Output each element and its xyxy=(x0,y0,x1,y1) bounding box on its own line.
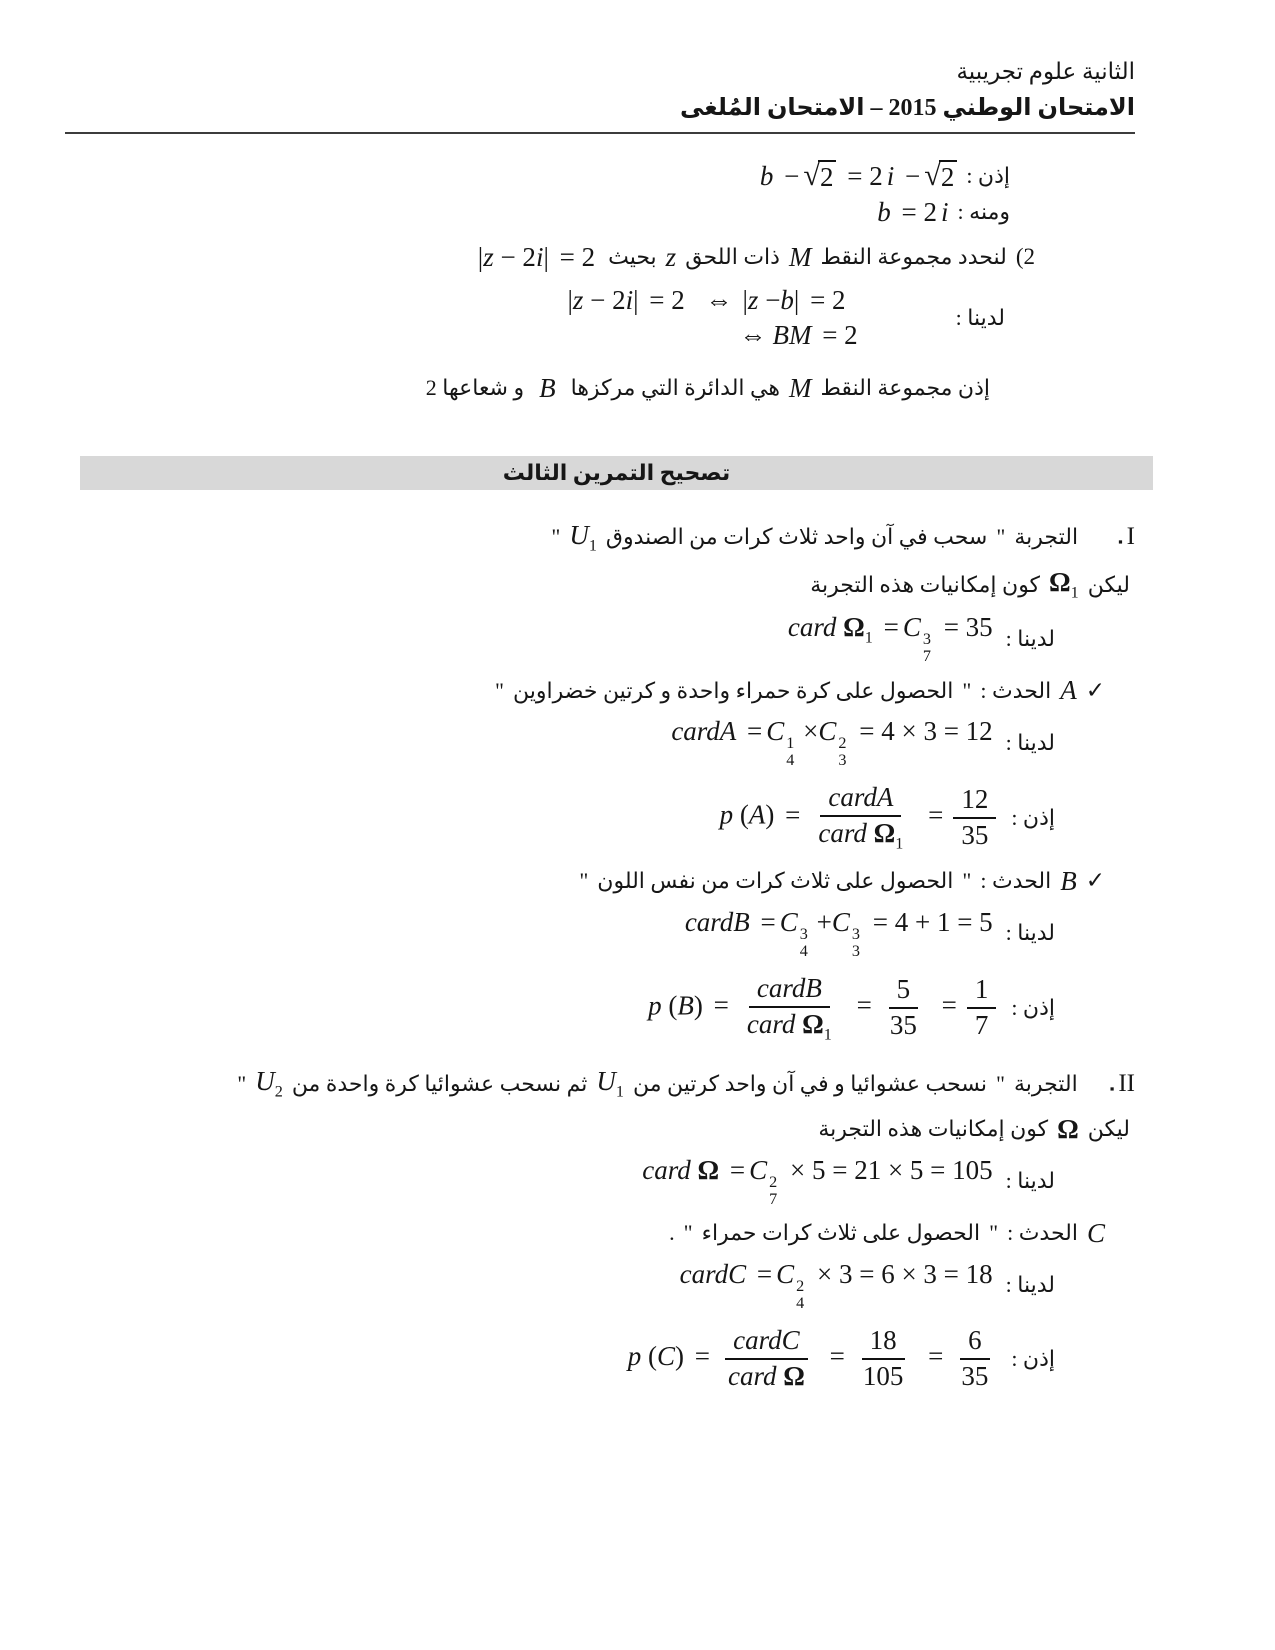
arabic-text: ليكن xyxy=(1087,1116,1130,1142)
quote-mark: " xyxy=(579,868,589,894)
fraction-numerator: cardA xyxy=(820,781,901,817)
fraction-denominator: 105 xyxy=(862,1360,904,1391)
math-token: = xyxy=(928,799,944,830)
arabic-text: إذن مجموعة النقط xyxy=(820,375,990,400)
subscript: 1 xyxy=(823,1025,832,1044)
subscript: 4 xyxy=(799,941,808,960)
sqrt-radical xyxy=(803,157,836,193)
superscript: 1 xyxy=(786,734,795,753)
math-token: p xyxy=(627,1340,642,1371)
sqrt-radicand: 2 xyxy=(939,160,958,193)
math-token: i xyxy=(886,160,895,191)
section-title: تصحيح التمرين الثالث xyxy=(502,459,731,485)
superscript: 3 xyxy=(851,924,860,943)
subscript: 1 xyxy=(615,1082,624,1101)
quote-mark: " xyxy=(551,524,561,550)
math-token: = 4 + 1 = 5 xyxy=(872,906,993,937)
question-number: (2 xyxy=(1015,244,1035,269)
quote-mark: " xyxy=(962,677,972,703)
urn-U2 xyxy=(255,1066,283,1101)
event-A-line xyxy=(100,675,1105,706)
fraction-numerator: 18 xyxy=(862,1324,905,1360)
fraction xyxy=(855,1324,912,1394)
quote-mark: " xyxy=(683,1220,693,1246)
math-token: × 3 = 6 × 3 = 18 xyxy=(817,1258,993,1289)
paren: ( xyxy=(668,990,678,1021)
roman-numeral: I xyxy=(1126,523,1135,551)
bullet-square-icon: ▪ xyxy=(1109,1081,1115,1097)
arabic-text: ليكن xyxy=(1087,571,1130,597)
bullet-square-icon: ▪ xyxy=(1118,534,1123,550)
math-token: = xyxy=(941,990,957,1021)
urn-U1 xyxy=(569,520,597,555)
fraction-numerator: cardB xyxy=(749,972,830,1008)
math-token: = xyxy=(747,716,763,747)
cardC-line xyxy=(100,1259,1055,1312)
roman-numeral: II xyxy=(1118,1070,1135,1098)
page-header xyxy=(100,55,1135,126)
superscript: 2 xyxy=(769,1172,778,1191)
math-token: − 2 xyxy=(590,284,626,315)
equivalence-block xyxy=(567,285,861,351)
arabic-text: لنحدد مجموعة النقط xyxy=(820,244,1007,269)
abs-bar: | xyxy=(633,284,639,315)
part2-omega-line xyxy=(100,1114,1130,1145)
urn-U1 xyxy=(596,1066,624,1101)
header-level-label: الثانية علوم تجريبية xyxy=(956,59,1135,84)
math-token: + xyxy=(816,906,832,937)
quote-mark: " xyxy=(962,868,972,894)
eq-hence-line xyxy=(100,197,1010,228)
paren: ( xyxy=(739,799,749,830)
fraction-numerator: 5 xyxy=(889,973,919,1009)
abs-bar: | xyxy=(567,284,573,315)
math-token: C xyxy=(766,716,785,747)
equiv-row-2 xyxy=(739,320,861,351)
arabic-text: و شعاعها 2 xyxy=(425,375,525,400)
math-token: z xyxy=(572,284,584,315)
math-token: = 4 × 3 = 12 xyxy=(859,716,993,747)
math-token: C xyxy=(749,1154,768,1185)
then-label: إذن : xyxy=(1011,995,1055,1021)
math-token: = 2 xyxy=(822,319,858,350)
period-mark: . xyxy=(669,1220,675,1246)
subscript: 7 xyxy=(769,1189,778,1208)
superscript: 3 xyxy=(922,630,931,649)
paren: ) xyxy=(693,990,703,1021)
cardB-equation xyxy=(685,907,997,960)
arabic-text: الحدث : xyxy=(980,868,1052,894)
math-token: A xyxy=(748,799,766,830)
omega-symbol: Ω xyxy=(802,1008,824,1039)
have-label: لدينا : xyxy=(1005,1272,1055,1298)
omega-symbol: Ω xyxy=(697,1154,720,1185)
omega-1 xyxy=(1049,567,1079,602)
conclusion-line xyxy=(100,373,990,404)
math-token: i xyxy=(535,241,544,272)
math-token: = 2 xyxy=(649,284,685,315)
binomial-scripts xyxy=(800,926,808,960)
superscript: 2 xyxy=(796,1276,805,1295)
subscript: 7 xyxy=(922,647,931,666)
probability-B-line xyxy=(100,972,1055,1044)
arabic-text: ثم نسحب عشوائيا كرة واحدة من xyxy=(291,1071,588,1097)
iff-arrow: ⇔ xyxy=(739,319,767,350)
hence-label: ومنه : xyxy=(957,199,1010,224)
omega-symbol: Ω xyxy=(873,818,896,849)
arabic-text: الحصول على كرة حمراء واحدة و كرتين خضراوين xyxy=(513,677,954,703)
arabic-text: سحب في آن واحد ثلاث كرات من الصندوق xyxy=(605,524,988,550)
quote-mark: " xyxy=(989,1220,999,1246)
checkmark-icon: ✓ xyxy=(1085,677,1105,703)
fraction-denominator xyxy=(739,1008,840,1045)
math-token: C xyxy=(776,1258,795,1289)
fraction xyxy=(810,781,911,853)
math-token: = 2 xyxy=(559,241,596,272)
binomial-scripts xyxy=(838,735,846,769)
header-exam-label: الامتحان الوطني 2015 – الامتحان المُلغى xyxy=(679,94,1135,121)
arabic-text: هي الدائرة التي مركزها xyxy=(570,375,780,400)
math-token: z xyxy=(665,241,677,272)
math-token: C xyxy=(656,1340,675,1371)
fraction xyxy=(739,972,840,1044)
omega-symbol: Ω xyxy=(783,1360,805,1391)
binomial-scripts xyxy=(786,735,794,769)
fraction-numerator: 12 xyxy=(953,783,996,819)
math-token: = xyxy=(785,799,801,830)
paren: ) xyxy=(765,799,775,830)
fraction-denominator xyxy=(810,817,911,854)
subscript: 4 xyxy=(786,751,795,770)
arabic-text: نسحب عشوائيا و في آن واحد كرتين من xyxy=(633,1071,988,1097)
event-B-line xyxy=(100,866,1105,897)
have-label: لدينا : xyxy=(1005,920,1055,946)
arabic-text: الحصول على ثلاث كرات من نفس اللون xyxy=(597,868,954,894)
cardC-equation xyxy=(680,1259,997,1312)
math-token: U xyxy=(255,1066,275,1097)
probability-B-equation xyxy=(648,972,1002,1044)
math-token: z xyxy=(483,241,494,272)
omega-symbol: Ω xyxy=(1057,1113,1079,1144)
arabic-text: كون إمكانيات هذه التجربة xyxy=(818,1116,1049,1142)
arabic-text: التجربة xyxy=(1014,524,1079,550)
question-2-line xyxy=(100,242,1035,273)
quote-mark: " xyxy=(996,1071,1006,1097)
fraction xyxy=(882,973,925,1043)
then-label: إذن : xyxy=(966,163,1010,188)
math-token: i xyxy=(625,284,634,315)
binomial-scripts xyxy=(852,926,860,960)
list-marker-I xyxy=(1118,523,1135,551)
math-token: C xyxy=(779,906,798,937)
abs-bar: | xyxy=(793,284,800,315)
cardA-equation xyxy=(671,716,996,769)
modulus-equation xyxy=(478,242,599,273)
math-token: C xyxy=(831,906,850,937)
math-token: = xyxy=(928,1340,944,1371)
math-token: i xyxy=(941,196,949,227)
card-omega1-equation xyxy=(788,612,997,665)
math-token: card xyxy=(787,612,837,643)
quote-mark: " xyxy=(996,524,1006,550)
superscript: 2 xyxy=(838,734,847,753)
fraction-denominator: 7 xyxy=(974,1010,989,1041)
math-token: − 2 xyxy=(500,241,536,272)
math-token: C xyxy=(902,612,921,643)
math-token: BM xyxy=(772,319,812,350)
part1-cardomega-line xyxy=(100,612,1055,665)
omega-symbol: Ω xyxy=(1049,566,1071,597)
fraction xyxy=(953,783,996,853)
have-label: لدينا : xyxy=(1005,1168,1055,1194)
fraction xyxy=(967,973,997,1043)
omega xyxy=(1057,1114,1079,1145)
abs-bar: | xyxy=(543,241,549,272)
arabic-text: ذات اللحق xyxy=(685,244,780,269)
arabic-text: كون إمكانيات هذه التجربة xyxy=(810,571,1041,597)
math-token: = xyxy=(829,1340,845,1371)
binomial-scripts xyxy=(796,1278,804,1312)
arabic-text: الحدث : xyxy=(980,677,1052,703)
math-token: U xyxy=(596,1066,616,1097)
math-token: M xyxy=(788,241,812,272)
fraction-denominator xyxy=(720,1360,813,1394)
event-C-line xyxy=(100,1218,1105,1249)
have-label: لدينا : xyxy=(1005,729,1055,755)
math-token: card xyxy=(746,1008,796,1039)
math-token: B xyxy=(539,372,556,403)
fraction-denominator: 35 xyxy=(961,819,989,850)
subscript: 1 xyxy=(588,535,597,554)
math-token: = 2 xyxy=(901,196,938,227)
quote-mark: " xyxy=(237,1071,247,1097)
header-divider xyxy=(65,132,1135,134)
probability-C-line xyxy=(100,1324,1055,1394)
paren: ( xyxy=(647,1340,657,1371)
then-label: إذن : xyxy=(1011,1345,1055,1371)
arabic-text: بحيث xyxy=(608,244,657,269)
card-omega-equation xyxy=(642,1155,996,1208)
math-token: = xyxy=(883,612,899,643)
math-token: − xyxy=(765,284,781,315)
fraction-numerator: 1 xyxy=(967,973,997,1009)
math-token: = xyxy=(729,1154,746,1185)
subscript: 1 xyxy=(895,834,904,853)
math-token: C xyxy=(818,716,837,747)
math-token: = xyxy=(856,990,872,1021)
binomial-scripts xyxy=(769,1174,777,1208)
quote-mark: " xyxy=(495,677,505,703)
fraction-denominator: 35 xyxy=(889,1010,917,1041)
abs-bar: | xyxy=(477,241,484,272)
eq-b-equals-2i xyxy=(877,197,948,228)
math-token: = xyxy=(760,906,776,937)
fraction-denominator: 35 xyxy=(961,1360,989,1391)
paren: ) xyxy=(674,1340,684,1371)
subscript: 1 xyxy=(864,628,873,647)
probability-A-line xyxy=(100,781,1055,853)
math-token: C xyxy=(1086,1217,1105,1248)
arabic-text: الحصول على ثلاث كرات حمراء xyxy=(701,1220,981,1246)
probability-C-equation xyxy=(628,1324,1003,1394)
fraction-numerator: cardC xyxy=(725,1324,808,1360)
math-token: p xyxy=(719,799,734,830)
math-token: = 2 xyxy=(810,284,846,315)
math-token: × 5 = 21 × 5 = 105 xyxy=(790,1154,993,1185)
math-token: B xyxy=(677,990,694,1021)
abs-bar: | xyxy=(742,284,748,315)
math-token: z xyxy=(747,284,759,315)
part2-title-line xyxy=(100,1066,1135,1101)
math-token: cardB xyxy=(684,906,750,937)
have-block-line xyxy=(100,285,1005,351)
part1-title-line xyxy=(100,520,1135,555)
math-token: A xyxy=(1060,675,1077,706)
have-label: لدينا : xyxy=(1005,625,1055,651)
superscript: 3 xyxy=(799,924,808,943)
math-token: = xyxy=(713,990,729,1021)
subscript: 2 xyxy=(274,1082,283,1101)
subscript: 4 xyxy=(796,1293,805,1312)
math-token: = 2 xyxy=(847,160,883,191)
omega-symbol: Ω xyxy=(843,612,865,643)
arabic-text: التجربة xyxy=(1014,1071,1078,1097)
eq-then-line xyxy=(100,157,1010,193)
math-token: cardC xyxy=(679,1258,747,1289)
iff-arrow: ⇔ xyxy=(705,284,733,315)
sqrt-radical xyxy=(924,157,957,193)
subscript: 1 xyxy=(1070,583,1079,602)
math-token: = xyxy=(756,1258,773,1289)
math-token: cardA xyxy=(671,716,737,747)
math-token: × xyxy=(803,716,819,747)
math-token: = 35 xyxy=(943,612,993,643)
fraction xyxy=(720,1324,813,1394)
checkmark-icon: ✓ xyxy=(1085,868,1105,894)
have-label: لدينا : xyxy=(955,304,1005,330)
math-token: = xyxy=(694,1340,710,1371)
sqrt-sign: √ xyxy=(803,157,820,192)
binomial-scripts xyxy=(923,631,931,665)
probability-A-equation xyxy=(720,781,1003,853)
math-token: M xyxy=(788,372,812,403)
then-label: إذن : xyxy=(1011,804,1055,830)
subscript: 3 xyxy=(838,751,847,770)
math-token: B xyxy=(1060,865,1077,896)
math-token: − xyxy=(904,160,921,191)
cardA-line xyxy=(100,716,1055,769)
arabic-text: الحدث : xyxy=(1007,1220,1078,1246)
math-token: card xyxy=(818,818,867,849)
math-token: U xyxy=(569,519,589,550)
fraction-numerator: 6 xyxy=(960,1324,990,1360)
part2-cardomega-line xyxy=(100,1155,1055,1208)
subscript: 3 xyxy=(851,941,860,960)
cardB-line xyxy=(100,907,1055,960)
section-title-band xyxy=(80,456,1153,490)
math-token: b xyxy=(877,196,891,227)
sqrt-sign: √ xyxy=(924,157,941,192)
math-token: − xyxy=(784,160,800,191)
math-token: card xyxy=(642,1154,691,1185)
math-token: b xyxy=(780,284,794,315)
part1-omega-line xyxy=(100,567,1130,602)
eq-b-minus-sqrt2 xyxy=(759,157,957,193)
equiv-row-1 xyxy=(567,285,861,316)
sqrt-radicand: 2 xyxy=(818,160,837,193)
list-marker-II xyxy=(1110,1070,1135,1098)
fraction xyxy=(953,1324,996,1394)
math-token: card xyxy=(727,1360,777,1391)
math-token: b xyxy=(759,160,774,191)
math-token: p xyxy=(648,990,662,1021)
